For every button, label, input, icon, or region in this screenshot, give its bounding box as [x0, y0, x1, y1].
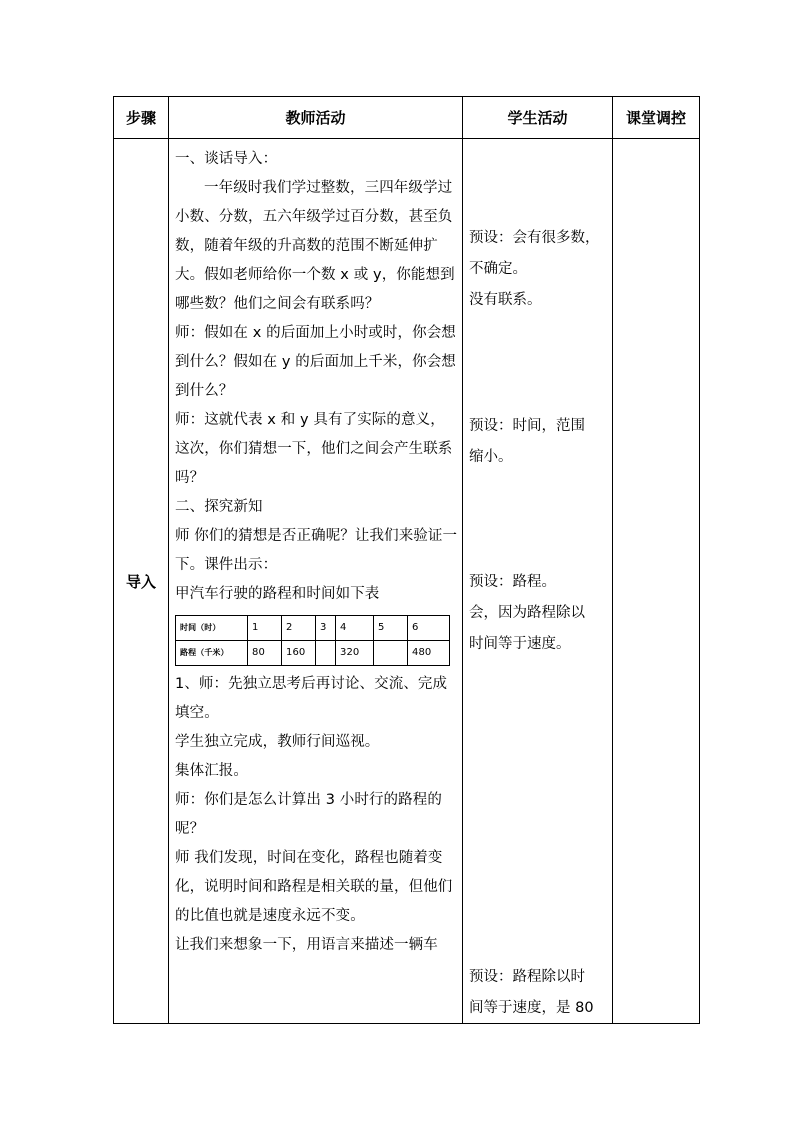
teacher-para-number-review: 一年级时我们学过整数，三四年级学过小数、分数，五六年级学过百分数，甚至负数，随着年级的升高数的范围不断延伸扩大。假如老师给你一个数 x 或 y，你能想到哪些数？他们之间会有联系吗？: [175, 180, 455, 312]
distance-cell: [316, 641, 336, 666]
distance-cell: 480: [408, 641, 450, 666]
teacher-para-intro-heading: 一、谈话导入：: [175, 151, 278, 167]
teacher-para-discuss: 1、师：先独立思考后再讨论、交流、完成填空。: [175, 676, 448, 721]
teacher-para-table-caption: 甲汽车行驶的路程和时间如下表: [175, 586, 380, 602]
lesson-plan-table: [113, 96, 700, 1024]
teacher-para-explore-heading: 二、探究新知: [175, 499, 263, 515]
student-line: 预设：时间，范围: [469, 418, 585, 434]
header-class-control: 课堂调控: [613, 97, 700, 139]
time-cell: 6: [408, 616, 450, 641]
student-line: 时间等于速度。: [469, 636, 571, 652]
body-row: [114, 139, 700, 1024]
teacher-para-meaning: 师：这就代表 x 和 y 具有了实际的意义，这次，你们猜想一下，他们之间会产生联系吗？: [175, 412, 453, 486]
teacher-para-report: 集体汇报。: [175, 763, 248, 779]
teacher-para-verify: 师 你们的猜想是否正确呢？让我们来验证一下。课件出示：: [175, 528, 458, 573]
distance-cell: [374, 641, 408, 666]
student-line: 预设：会有很多数，: [469, 230, 600, 246]
header-row: [114, 97, 700, 139]
teacher-para-independent: 学生独立完成，教师行间巡视。: [175, 734, 380, 750]
student-response-1: [469, 223, 608, 316]
teacher-para-imagine: 让我们来想象一下，用语言来描述一辆车: [175, 937, 438, 953]
step-cell: 导入: [114, 139, 169, 1024]
student-line: 预设：路程。: [469, 574, 556, 590]
time-row-label: 时间（时）: [176, 616, 248, 641]
distance-cell: 320: [336, 641, 374, 666]
time-distance-table: [175, 615, 450, 666]
teacher-para-ratio: 师 我们发现，时间在变化，路程也随着变化，说明时间和路程是相关联的量，但他们的比值也就是速度永远不变。: [175, 850, 453, 924]
time-cell: 4: [336, 616, 374, 641]
time-cell: 3: [316, 616, 336, 641]
time-cell: 5: [374, 616, 408, 641]
student-response-4: [469, 962, 608, 1023]
student-response-3: [469, 567, 608, 660]
student-line: 缩小。: [469, 449, 513, 465]
student-line: 没有联系。: [469, 292, 542, 308]
time-row: [176, 616, 450, 641]
time-cell: 2: [282, 616, 316, 641]
distance-row: [176, 641, 450, 666]
time-cell: 1: [248, 616, 282, 641]
header-step: 步骤: [114, 97, 169, 139]
distance-cell: 160: [282, 641, 316, 666]
student-line: 会，因为路程除以: [469, 605, 585, 621]
student-line: 间等于速度，是 80: [469, 1000, 594, 1016]
student-line: 不确定。: [469, 261, 527, 277]
teacher-para-units-question: 师：假如在 x 的后面加上小时或时，你会想到什么？假如在 y 的后面加上千米，你会想到什么？: [175, 325, 456, 399]
class-control-cell: [613, 139, 700, 1024]
header-student-activity: 学生活动: [463, 97, 613, 139]
student-activity-cell: [463, 139, 613, 1024]
teacher-para-calc-question: 师：你们是怎么计算出 3 小时行的路程的呢？: [175, 792, 442, 837]
distance-cell: 80: [248, 641, 282, 666]
distance-row-label: 路程（千米）: [176, 641, 248, 666]
header-teacher-activity: 教师活动: [169, 97, 463, 139]
teacher-activity-cell: [169, 139, 463, 1024]
student-line: 预设：路程除以时: [469, 969, 585, 985]
student-response-2: [469, 411, 608, 473]
